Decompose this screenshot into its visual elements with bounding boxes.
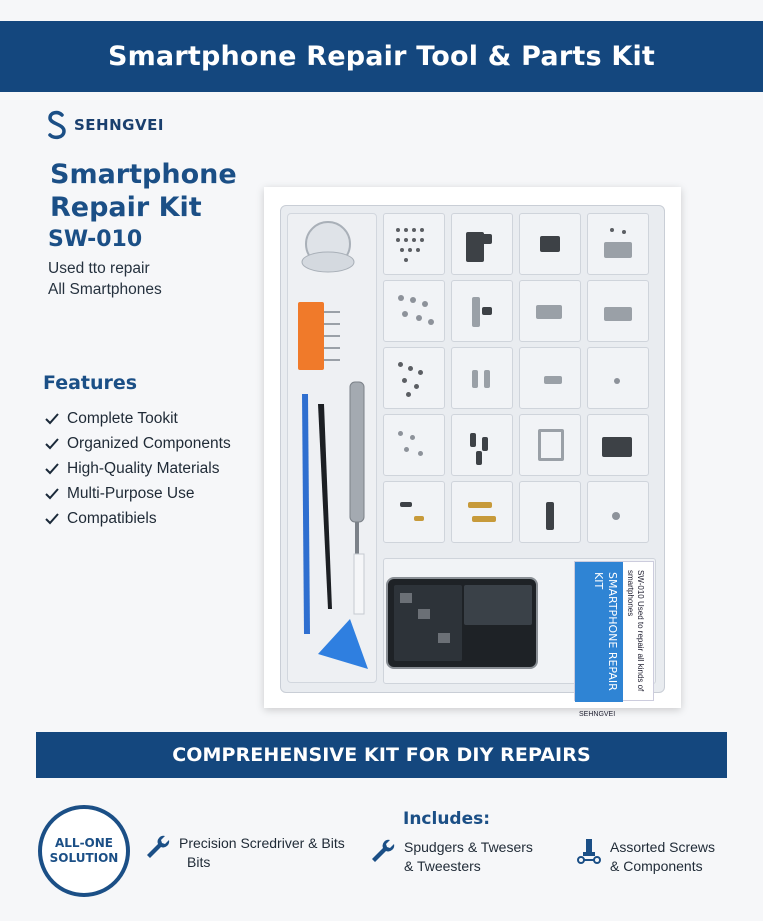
- kit-box-details: [625, 570, 645, 700]
- section-banner: [36, 732, 727, 778]
- checkmark-icon: [45, 488, 59, 500]
- wrench-icon: [145, 834, 171, 860]
- tool-channel: [287, 213, 377, 683]
- kit-box-line1: SMARTPHONE: [606, 572, 619, 649]
- organizer-tray: [280, 205, 665, 718]
- include-item-line2: & Components: [610, 858, 703, 874]
- header-banner: [0, 21, 763, 92]
- brand: [46, 110, 164, 140]
- screw-components-icon: [576, 838, 602, 864]
- feature-item: [45, 406, 231, 431]
- part-compartment: [519, 280, 581, 342]
- feature-label: High-Quality Materials: [67, 459, 220, 477]
- features-title: Features: [43, 372, 138, 394]
- feature-item: [45, 431, 231, 456]
- badge-line2: SOLUTION: [49, 851, 119, 865]
- screw-compartment: [383, 347, 445, 409]
- part-compartment: [519, 213, 581, 275]
- phone-compartment: [383, 558, 656, 718]
- feature-label: Compatibiels: [67, 509, 157, 527]
- screw-compartment: [383, 481, 445, 543]
- part-compartment: [519, 347, 581, 409]
- include-item-spudgers: [370, 838, 533, 876]
- feature-item: [45, 481, 231, 506]
- usage-line2: All Smartphones: [48, 281, 162, 298]
- include-item-line1: Precision Scredriver & Bits: [179, 835, 345, 851]
- phone-illustration: [386, 577, 538, 669]
- wrench-icon: [370, 838, 396, 864]
- include-item-line2: & Tweesters: [404, 858, 481, 874]
- include-item-line2: Bits: [187, 854, 211, 870]
- include-item-line1: Assorted Screws: [610, 839, 716, 855]
- screw-compartment: [383, 280, 445, 342]
- part-compartment: [451, 347, 513, 409]
- part-compartment: [587, 481, 649, 543]
- includes-title: Includes:: [403, 809, 491, 829]
- product-model: SW-010: [48, 227, 143, 252]
- include-item-line1: Spudgers & Twesers: [404, 839, 533, 855]
- part-compartment: [519, 481, 581, 543]
- checkmark-icon: [45, 513, 59, 525]
- feature-label: Multi-Purpose Use: [67, 484, 195, 502]
- product-title: [50, 158, 237, 224]
- part-compartment: [587, 280, 649, 342]
- kit-box: [574, 561, 654, 718]
- part-compartment: [451, 481, 513, 543]
- part-compartment: [587, 414, 649, 476]
- kit-product-image: [264, 187, 681, 718]
- kit-box-model: SW-010: [636, 570, 645, 599]
- part-compartment: [451, 280, 513, 342]
- part-compartment: [451, 213, 513, 275]
- kit-box-used1: Used to repair: [636, 601, 645, 652]
- badge-line1: ALL-ONE: [54, 836, 113, 850]
- screw-compartment: [383, 213, 445, 275]
- feature-item: [45, 456, 231, 481]
- include-item-screwdriver: [145, 834, 345, 872]
- part-compartment: [451, 414, 513, 476]
- part-compartment: [587, 213, 649, 275]
- feature-label: Complete Tookit: [67, 409, 178, 427]
- product-usage: [48, 258, 162, 300]
- checkmark-icon: [45, 463, 59, 475]
- include-item-screws: [576, 838, 715, 876]
- page-title: Smartphone Repair Tool & Parts Kit: [107, 41, 656, 72]
- feature-item: [45, 506, 231, 531]
- screw-compartment: [383, 414, 445, 476]
- product-title-line1: Smartphone: [50, 159, 237, 190]
- product-title-line2: Repair Kit: [50, 192, 202, 223]
- tools-illustration: [288, 214, 378, 684]
- kit-box-title: [579, 572, 619, 702]
- kit-box-used2: all kinds of smartphones: [626, 570, 645, 692]
- checkmark-icon: [45, 413, 59, 425]
- section-banner-title: COMPREHENSIVE KIT FOR DIY REPAIRS: [172, 744, 591, 766]
- kit-box-line2: REPAIR KIT: [592, 572, 619, 691]
- features-list: [45, 406, 231, 531]
- brand-name: SEHNGVEI: [74, 116, 164, 134]
- s-logo-icon: [46, 110, 68, 140]
- checkmark-icon: [45, 438, 59, 450]
- sim-tray-compartment: [519, 414, 581, 476]
- all-one-solution-badge: [38, 805, 130, 897]
- feature-label: Organized Components: [67, 434, 231, 452]
- usage-line1: Used tto repair: [48, 260, 150, 277]
- kit-box-brand: SEHNGVEI: [579, 711, 616, 718]
- part-compartment: [587, 347, 649, 409]
